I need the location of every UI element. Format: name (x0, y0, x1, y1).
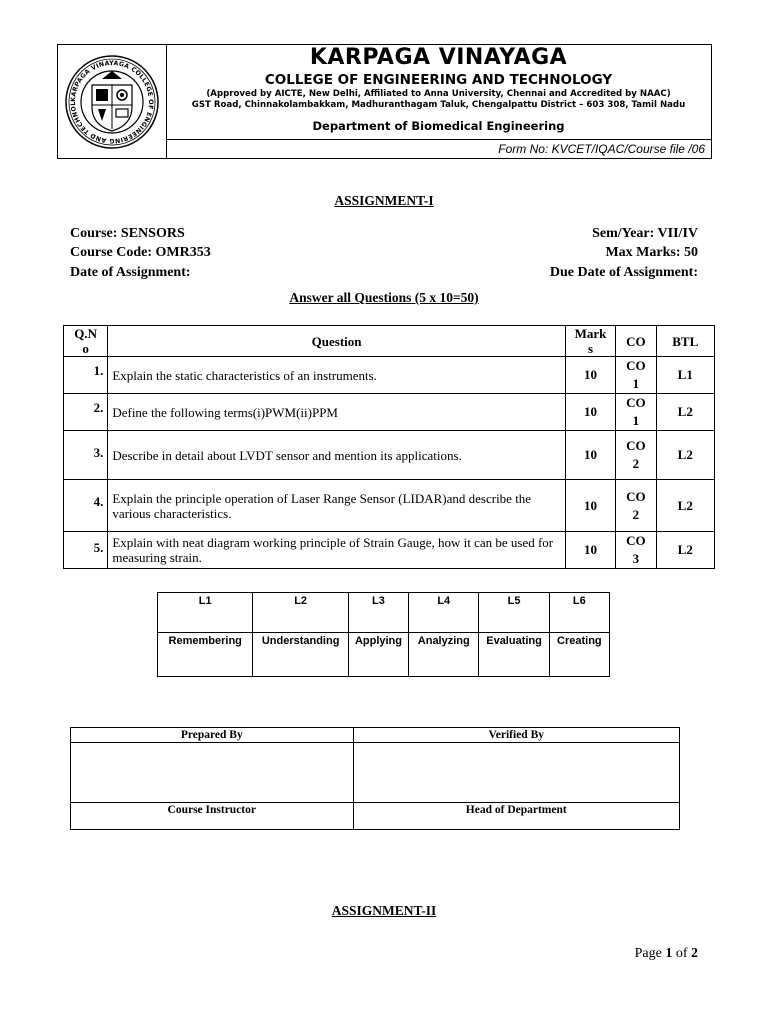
question-marks: 10 (565, 431, 615, 480)
question-co: CO 2 (616, 431, 656, 480)
question-text: Explain the static characteristics of an instruments. (108, 357, 566, 394)
signature-space-row (71, 743, 680, 803)
course-name: Course: SENSORS (70, 226, 185, 241)
btl-name: Evaluating (479, 633, 549, 677)
question-number: 4. (64, 480, 108, 532)
max-marks: Max Marks: 50 (605, 245, 698, 260)
btl-name: Analyzing (409, 633, 479, 677)
btl-level: L5 (479, 593, 549, 633)
form-number: Form No: KVCET/IQAC/Course file /06 (498, 142, 705, 156)
header-marks: Mark s (565, 326, 615, 357)
table-row (64, 480, 715, 532)
course-instructor-label: Course Instructor (71, 803, 354, 830)
verified-by-label: Verified By (353, 728, 679, 743)
question-co: CO 2 (616, 480, 656, 532)
college-subtitle: COLLEGE OF ENGINEERING AND TECHNOLOGY (264, 72, 613, 88)
btl-level: L1 (158, 593, 253, 633)
question-btl: L1 (656, 357, 715, 394)
prepared-by-label: Prepared By (71, 728, 354, 743)
question-marks: 10 (565, 394, 615, 431)
instruction: Answer all Questions (5 x 10=50) (289, 290, 479, 305)
table-row (64, 431, 715, 480)
table-header-row (64, 326, 715, 357)
question-text: Describe in detail about LVDT sensor and mention its applications. (108, 431, 566, 480)
btl-level: L3 (348, 593, 408, 633)
btl-name: Understanding (253, 633, 348, 677)
btl-level: L4 (409, 593, 479, 633)
question-co: CO 1 (616, 394, 656, 431)
question-co: CO 1 (616, 357, 656, 394)
question-number: 5. (64, 532, 108, 569)
btl-level: L6 (549, 593, 609, 633)
logo-cell (58, 45, 167, 158)
due-date: Due Date of Assignment: (549, 265, 698, 280)
question-co: CO 3 (616, 532, 656, 569)
signature-header-row (71, 728, 680, 743)
questions-table (63, 325, 715, 569)
header-co: CO (616, 326, 656, 357)
btl-level: L2 (253, 593, 348, 633)
question-text: Explain the principle operation of Laser Range Sensor (LIDAR)and describe the various characteristics. (108, 480, 566, 532)
btl-name: Creating (549, 633, 609, 677)
question-btl: L2 (656, 394, 715, 431)
question-marks: 10 (565, 357, 615, 394)
college-name: KARPAGA VINAYAGA (309, 45, 568, 70)
table-row (64, 394, 715, 431)
logo-text: KARPAGA VINAYAGA COLLEGE OF ENGINEERING AND TECHNOL (69, 59, 155, 145)
table-row (64, 357, 715, 394)
question-btl: L2 (656, 431, 715, 480)
question-number: 3. (64, 431, 108, 480)
question-btl: L2 (656, 532, 715, 569)
question-number: 2. (64, 394, 108, 431)
next-assignment-title: ASSIGNMENT-II (331, 903, 437, 918)
question-number: 1. (64, 357, 108, 394)
verified-by-signature (353, 743, 679, 803)
instruction-wrap (0, 290, 768, 306)
next-title-wrap (0, 903, 768, 919)
course-code: Course Code: OMR353 (70, 245, 211, 260)
date-of-assignment: Date of Assignment: (70, 265, 191, 280)
head-of-department-label: Head of Department (353, 803, 679, 830)
college-header (57, 44, 712, 159)
signature-table (70, 727, 680, 830)
question-text: Explain with neat diagram working principle of Strain Gauge, how it can be used for measuring strain. (108, 532, 566, 569)
college-logo (58, 45, 166, 158)
question-marks: 10 (565, 532, 615, 569)
question-btl: L2 (656, 480, 715, 532)
assignment-title-wrap (0, 193, 768, 209)
page-number: Page 1 of 2 (634, 946, 698, 961)
btl-name: Remembering (158, 633, 253, 677)
prepared-by-signature (71, 743, 354, 803)
table-row (64, 532, 715, 569)
sem-year: Sem/Year: VII/IV (592, 226, 698, 241)
header-btl: BTL (656, 326, 715, 357)
assignment-title: ASSIGNMENT-I (334, 193, 434, 208)
btl-levels-table (157, 592, 610, 677)
header-question: Question (108, 326, 566, 357)
signature-role-row (71, 803, 680, 830)
btl-name: Applying (348, 633, 408, 677)
question-text: Define the following terms(i)PWM(ii)PPM (108, 394, 566, 431)
department-name: Department of Biomedical Engineering (312, 119, 565, 133)
btl-name-row (158, 633, 610, 677)
question-marks: 10 (565, 480, 615, 532)
btl-level-row (158, 593, 610, 633)
approval-line: (Approved by AICTE, New Delhi, Affiliated to Anna University, Chennai and Accredited by NAAC) (206, 89, 671, 99)
approval-info (166, 89, 711, 111)
header-qno: Q.N o (64, 326, 108, 357)
form-number-row (166, 139, 711, 159)
address-line: GST Road, Chinnakolambakkam, Madhuranthagam Taluk, Chengalpattu District – 603 308, Tamil Nadu (191, 100, 686, 110)
